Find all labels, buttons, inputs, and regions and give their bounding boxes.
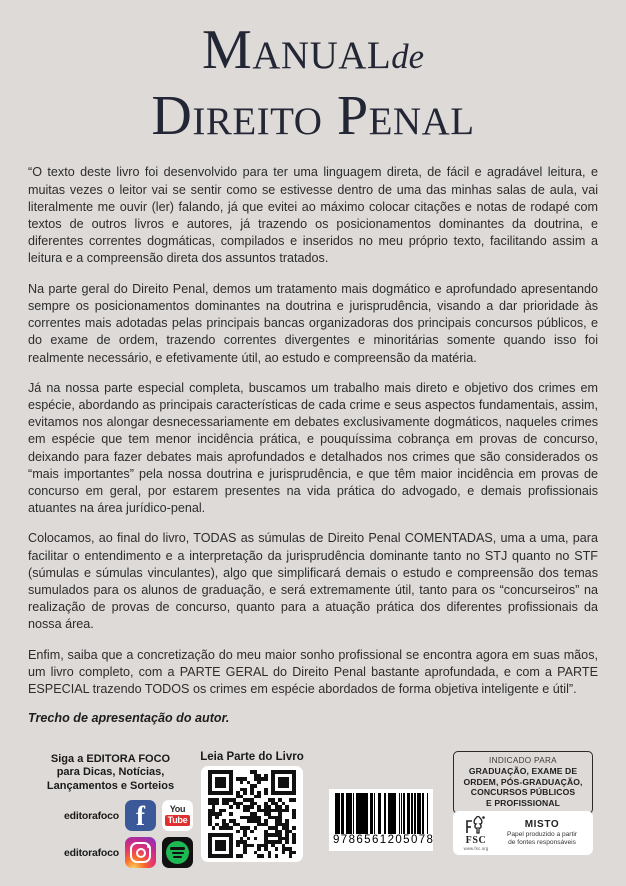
fsc-title: MISTO: [524, 819, 560, 830]
title-line-2: [0, 86, 626, 146]
isbn-barcode: [329, 789, 433, 851]
social-handle-instagram: editorafoco: [64, 846, 119, 859]
fsc-desc-line-2: de fontes responsáveis: [508, 839, 576, 846]
qr-code-block: [196, 751, 308, 862]
isbn-number: 9786561205078: [333, 834, 435, 846]
cover-footer: [0, 751, 626, 886]
blurb-paragraph-5: Enfim, saiba que a concretização do meu maior sonho profissional se encontra agora em suas mãos, um livro completo, com a PARTE GERAL do Direito Penal bastante aprofundada, e com a PARTE ESPECIAL trazendo TODOS os crimes em espécie abordados de forma objetiva inteligente e útil”.: [28, 647, 598, 696]
social-media-block: [28, 753, 193, 874]
recommended-for-box: [453, 751, 593, 814]
fsc-label: FSC: [465, 835, 487, 846]
barcode-bars: [333, 793, 429, 834]
youtube-icon-bottom-label: Tube: [165, 815, 191, 826]
title-word-de: de: [391, 37, 425, 76]
fsc-logo: [458, 815, 494, 851]
blurb-paragraph-2: Na parte geral do Direito Penal, demos um tratamento mais dogmático e aprofundado apresentando sempre os posicionamentos dominantes na doutrina e jurisprudência, visando a dar prioridade às correntes mais adotadas pelas principais bancas organizadoras dos principais concursos públicos, e do exame de ordem, trazendo correntes divergentes e minoritárias somente quando isso foi realmente necessário, e efetivamente útil, ao estudo e compreensão da matéria.: [28, 281, 598, 365]
youtube-icon[interactable]: [162, 800, 193, 831]
qr-code[interactable]: [201, 766, 303, 862]
recommended-for-line-1: GRADUAÇÃO, EXAME DE: [468, 766, 578, 776]
social-handle-facebook: editorafoco: [64, 809, 119, 822]
social-heading-line-1: Siga a EDITORA FOCO: [50, 753, 171, 765]
title-word-direito: Direito: [151, 85, 323, 147]
recommended-for-line-4: E PROFISSIONAL: [486, 797, 560, 808]
fsc-url: www.fsc.org: [463, 846, 489, 851]
social-heading: [28, 753, 193, 793]
facebook-icon[interactable]: [125, 800, 156, 831]
recommended-for-line-3: CONCURSOS PÚBLICOS: [470, 787, 576, 798]
fsc-desc-line-1: Papel produzido a partir: [506, 831, 577, 838]
social-heading-line-2: para Dicas, Notícias,: [56, 766, 165, 779]
title-word-manual: Manual: [201, 19, 392, 81]
blurb-paragraph-1: “O texto deste livro foi desenvolvido para ter uma linguagem direta, de fácil e agradável leitura, e muitas vezes o leitor vai se sentir como se estivesse dentro de uma das minhas salas de aula, vai literalmente me ouvir (ler) falando, já que evitei ao máximo colocar citações e notas de rodapé com textos de outros livros e autores, já trazendo os posicionamentos dominantes da doutrina, e diferentes correntes dogmáticas, compilados e inseridos no meu próprio texto, facilitando assim a leitura e a compreensão direta dos assuntos tratados.: [28, 165, 598, 266]
spotify-icon[interactable]: [162, 837, 193, 868]
blurb-text: [28, 164, 598, 727]
fsc-tree-icon: [458, 815, 494, 835]
social-row-instagram-spotify: [28, 837, 193, 868]
fsc-certification-box: [453, 811, 593, 855]
author-credit: Trecho de apresentação do autor.: [28, 711, 230, 726]
recommended-for-line-2: ORDEM, PÓS-GRADUAÇÃO,: [463, 776, 583, 787]
qr-code-label: Leia Parte do Livro: [200, 751, 304, 763]
social-heading-line-3: Lançamentos e Sorteios: [46, 779, 175, 792]
title-word-penal: Penal: [336, 85, 475, 147]
blurb-paragraph-4: Colocamos, ao final do livro, TODAS as súmulas de Direito Penal COMENTADAS, uma a uma, para facilitar o entendimento e a interpretação da jurisprudência dominante tanto no STJ quanto no STF (súmulas e súmulas vinculantes), algo que simplificará demais o estudo e compreensão dos temas sumulados para os alunos de graduação, e será extremamente útil, tanto para os “concurseiros” na realização de provas de concurso, quanto para a atuação prática dos diferentes profissionais da nossa área.: [28, 531, 598, 632]
instagram-icon[interactable]: [125, 837, 156, 868]
social-row-facebook-youtube: [28, 800, 193, 831]
title-line-1: [0, 19, 626, 81]
qr-code-matrix: [208, 770, 296, 858]
blurb-paragraph-3: Já na nossa parte especial completa, buscamos um trabalho mais direto e objetivo dos crimes em espécie, abordando as principais características de cada crime e seus aspectos fundamentais, assim, evitamos nos alongar desnecessariamente em debates exclusivamente dogmáticos, naqueles crimes em espécie que tem menor incidência prática, e pouquíssima cobrança em provas de concurso, deixando para fazer debates mais aprofundados e detalhados nos crimes que são considerados os “mais importantes” pela nossa doutrina e jurisprudência, e que têm maior incidência em provas de concurso em geral, por estarem presentes na vida prática do advogado, e demais profissionais atuantes na área jurídico-penal.: [28, 380, 598, 516]
recommended-for-heading: INDICADO PARA: [489, 756, 557, 765]
youtube-icon-top-label: You: [169, 804, 186, 815]
book-title: [0, 0, 626, 146]
